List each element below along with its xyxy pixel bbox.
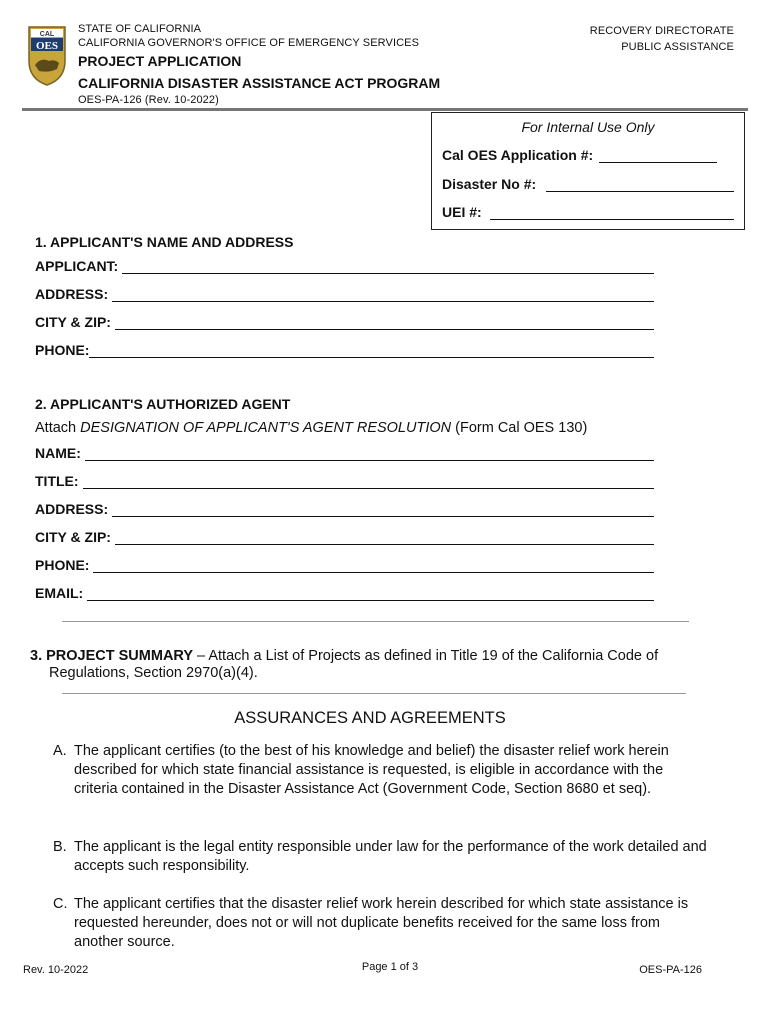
logo-top-text: CAL xyxy=(39,31,55,38)
assurance-text-c: The applicant certifies that the disaster relief work herein described for which state assistance is requested hereunder, does not or will not duplicate benefits received for the same loss from another source. xyxy=(74,896,689,950)
agent-city-zip-field[interactable] xyxy=(35,529,654,545)
agent-phone-label: PHONE: xyxy=(35,557,90,573)
city-zip-field[interactable] xyxy=(35,314,654,330)
disaster-number-label: Disaster No #: xyxy=(442,176,537,192)
attach-instruction xyxy=(35,420,587,436)
attach-prefix: Attach xyxy=(35,420,81,436)
assurance-letter-c: C. xyxy=(53,896,68,912)
section2-title: 2. APPLICANT'S AUTHORIZED AGENT xyxy=(35,396,291,412)
section1-title: 1. APPLICANT'S NAME AND ADDRESS xyxy=(35,234,294,250)
program-title: CALIFORNIA DISASTER ASSISTANCE ACT PROGRAM xyxy=(78,75,441,91)
assurance-item-a xyxy=(53,742,708,799)
cal-oes-logo xyxy=(27,25,67,87)
form-title: PROJECT APPLICATION xyxy=(78,53,242,69)
agent-email-label: EMAIL: xyxy=(35,585,84,601)
uei-label: UEI #: xyxy=(442,204,482,220)
division-label: PUBLIC ASSISTANCE xyxy=(621,41,734,53)
section3-block xyxy=(30,648,730,682)
assurance-letter-b: B. xyxy=(53,839,67,855)
agent-name-label: NAME: xyxy=(35,445,81,461)
internal-use-box xyxy=(431,112,745,230)
agent-name-field[interactable] xyxy=(35,445,654,461)
agent-title-label: TITLE: xyxy=(35,473,79,489)
section3-title: PROJECT SUMMARY xyxy=(46,648,194,664)
assurances-divider xyxy=(62,693,686,694)
attach-document-name: DESIGNATION OF APPLICANT'S AGENT RESOLUTION xyxy=(80,420,452,436)
phone-label: PHONE: xyxy=(35,342,90,358)
assurance-text-a: The applicant certifies (to the best of his knowledge and belief) the disaster relief work herein described for which state financial assistance is requested, is eligible in accordance with the criteria contained in the Disaster Assistance Act (Government Code, Section 8680 et seq). xyxy=(74,743,669,797)
agent-email-field[interactable] xyxy=(35,585,654,601)
disaster-number-field[interactable] xyxy=(442,176,734,192)
address-label: ADDRESS: xyxy=(35,286,109,302)
assurances-heading: ASSURANCES AND AGREEMENTS xyxy=(234,709,506,727)
agent-city-zip-label: CITY & ZIP: xyxy=(35,529,111,545)
state-label: STATE OF CALIFORNIA xyxy=(78,23,202,35)
section-divider xyxy=(62,621,689,622)
assurance-item-c xyxy=(53,895,708,952)
application-number-label: Cal OES Application #: xyxy=(442,147,594,163)
agent-phone-field[interactable] xyxy=(35,557,654,573)
directorate-label: RECOVERY DIRECTORATE xyxy=(589,25,734,37)
attach-suffix: (Form Cal OES 130) xyxy=(451,420,588,436)
logo-text: OES xyxy=(35,40,59,52)
office-label: CALIFORNIA GOVERNOR'S OFFICE OF EMERGENCY SERVICES xyxy=(78,37,420,49)
section3-text-2: Regulations, Section 2970(a)(4). xyxy=(49,665,258,681)
section3-number: 3. xyxy=(30,648,43,664)
footer-page-number: Page 1 of 3 xyxy=(361,961,419,973)
agent-title-field[interactable] xyxy=(35,473,654,489)
applicant-label: APPLICANT: xyxy=(35,258,119,274)
address-field[interactable] xyxy=(35,286,654,302)
applicant-field[interactable] xyxy=(35,258,654,274)
agent-address-label: ADDRESS: xyxy=(35,501,109,517)
internal-use-heading: For Internal Use Only xyxy=(521,119,655,135)
footer-form-id: OES-PA-126 xyxy=(639,964,702,976)
assurance-letter-a: A. xyxy=(53,743,67,759)
city-zip-label: CITY & ZIP: xyxy=(35,314,111,330)
agent-address-field[interactable] xyxy=(35,501,654,517)
assurance-text-b: The applicant is the legal entity responsible under law for the performance of the work detailed and accepts such responsibility. xyxy=(74,839,707,874)
header-rule xyxy=(22,108,748,111)
section3-text: – Attach a List of Projects as defined in Title 19 of the California Code of xyxy=(193,648,659,664)
application-number-field[interactable] xyxy=(442,147,732,163)
assurance-item-b xyxy=(53,838,708,876)
form-id: OES-PA-126 (Rev. 10-2022) xyxy=(78,94,219,106)
uei-field[interactable] xyxy=(442,204,734,220)
phone-field[interactable] xyxy=(35,342,654,358)
footer-revision: Rev. 10-2022 xyxy=(23,964,89,976)
